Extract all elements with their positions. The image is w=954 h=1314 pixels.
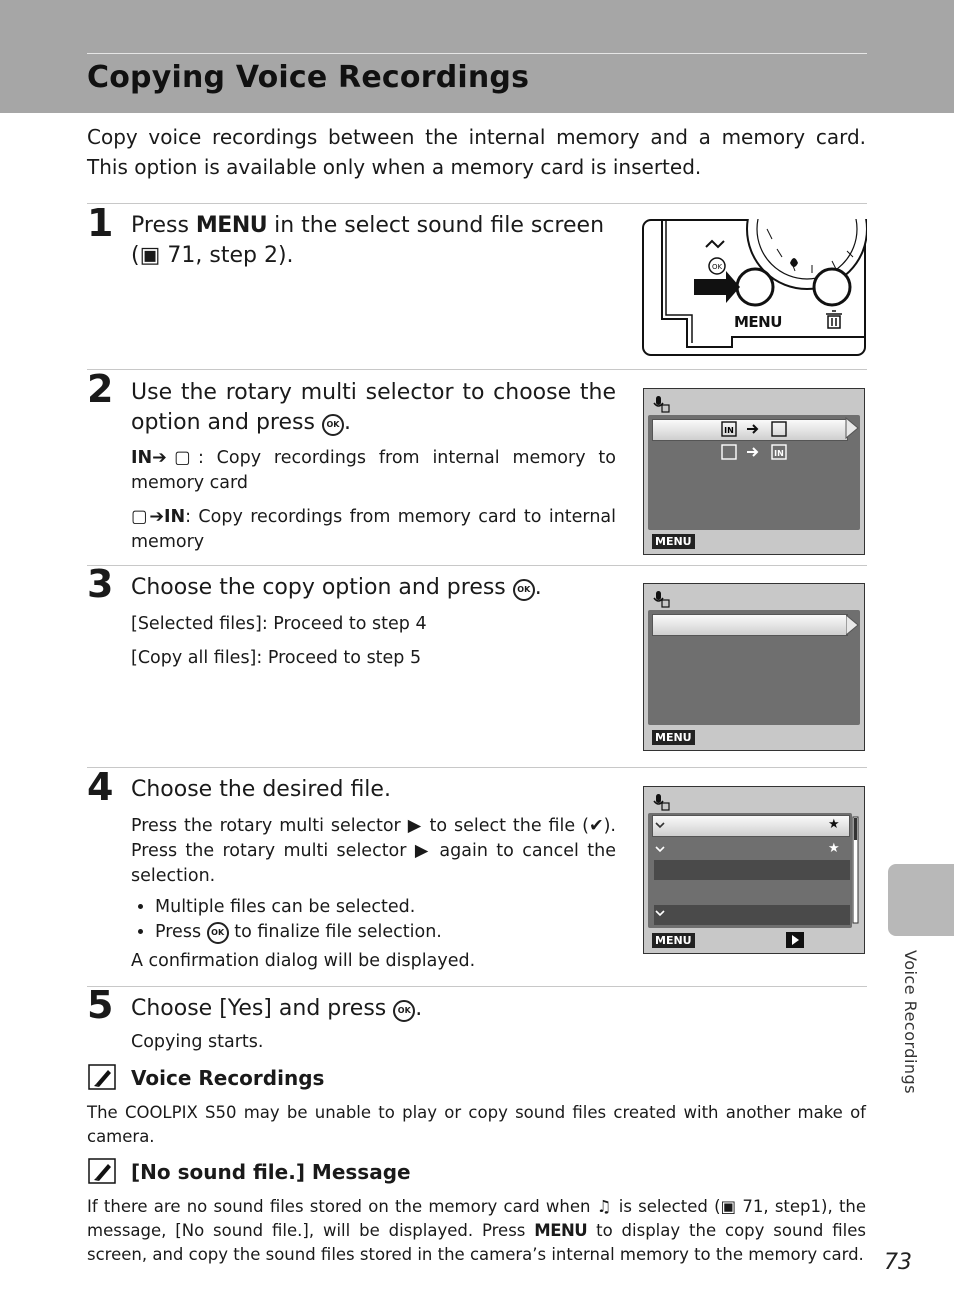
file-list-rows: [652, 813, 862, 928]
svg-text:OK: OK: [711, 263, 723, 271]
step-2-title: Use the rotary multi selector to choose the option and press OK .: [131, 380, 616, 435]
menu-button-glyph: MENU: [534, 1221, 588, 1240]
chapter-side-label: Voice Recordings: [901, 950, 920, 1095]
voice-recording-icon: [652, 793, 670, 811]
step-4-title: Choose the desired file.: [131, 777, 391, 802]
copy-all-files-line: [Copy all files]: Proceed to step 5: [131, 648, 422, 668]
copy-direction-options: [652, 417, 866, 467]
step-3-title: Choose the copy option and press OK .: [131, 575, 542, 600]
highlight-arrow-tip: [846, 614, 860, 636]
svg-text:★: ★: [828, 841, 840, 856]
note-pencil-icon: [88, 1064, 116, 1090]
confirmation-note: A confirmation dialog will be displayed.: [131, 951, 476, 971]
check-icon: ✔: [588, 816, 604, 836]
step-number: 4: [87, 765, 114, 809]
note-text-no-sound-file: If there are no sound files stored on the memory card when ♫ is selected (▣ 71, step1), the message, [No sound file.], will be displayed. Press MENU to display the copy sound files screen, and copy the sound files stored in the camera’s internal memory to the memory card.: [87, 1197, 867, 1264]
intro-paragraph: Copy voice recordings between the internal memory and a memory card. This option is available only when a memory card is inserted.: [87, 125, 866, 179]
voice-recording-icon: [652, 590, 670, 608]
step-number: 1: [87, 201, 114, 245]
menu-indicator: MENU: [652, 933, 695, 948]
step-1-title: Press MENU in the select sound file screen (▣ 71, step 2).: [131, 213, 605, 268]
arrow-right-icon: ▶: [414, 841, 432, 861]
camera-screen-copy-option: [643, 583, 865, 751]
divider: [87, 565, 867, 566]
page-number: 73: [884, 1250, 912, 1275]
ok-button-glyph: OK: [322, 414, 344, 436]
note-title-voice-recordings: Voice Recordings: [131, 1066, 325, 1090]
note-title-no-sound-file: [No sound file.] Message: [131, 1160, 411, 1184]
divider: [87, 369, 867, 370]
list-item: • Multiple files can be selected.: [155, 895, 616, 920]
book-reference-icon: ▣: [720, 1197, 737, 1216]
ok-button-glyph: OK: [207, 922, 229, 944]
play-arrow-icon: [786, 932, 804, 948]
step-3-body: [131, 612, 616, 671]
step-2-body: IN➔▢: Copy recordings from internal memory to memory card ▢➔IN: Copy recordings from memory card to internal memory: [131, 448, 616, 552]
camera-back-illustration: [642, 219, 867, 357]
svg-text:MENU: MENU: [734, 313, 782, 331]
step-5-body: Copying starts.: [131, 1032, 264, 1052]
camera-screen-file-list: [643, 786, 865, 954]
chapter-tab: [888, 864, 954, 936]
svg-text:IN: IN: [774, 449, 784, 458]
step-number: 5: [87, 983, 114, 1027]
step-5-title: Choose [Yes] and press OK .: [131, 996, 423, 1021]
svg-text:IN: IN: [724, 426, 734, 435]
menu-indicator: MENU: [652, 534, 695, 549]
camera-screen-copy-direction: [643, 388, 865, 555]
page-title: Copying Voice Recordings: [87, 60, 530, 95]
selected-option-highlight: [652, 614, 848, 636]
menu-button-glyph: MENU: [195, 213, 268, 238]
step-number: 3: [87, 562, 114, 606]
book-reference-icon: ▣: [139, 243, 161, 268]
note-text-voice-recordings: The COOLPIX S50 may be unable to play or copy sound files created with another make of camera.: [87, 1103, 866, 1146]
menu-indicator: MENU: [652, 730, 695, 745]
step-number: 2: [87, 367, 114, 411]
ok-button-glyph: OK: [393, 1000, 415, 1022]
voice-recording-icon: ♫: [596, 1197, 613, 1216]
internal-to-card-icon: IN➔▢: [131, 448, 198, 468]
arrow-right-icon: ▶: [407, 816, 423, 836]
divider: [87, 986, 867, 987]
header-rule: [87, 53, 867, 54]
ok-button-glyph: OK: [513, 579, 535, 601]
divider: [87, 203, 867, 204]
step-4-body: Press the rotary multi selector ▶ to select the file (✔). Press the rotary multi selector ▶ again to cancel the selection. • Multiple files can be selected. • Press OK to finalize file selection. A confirmation dialog will be displayed.: [131, 814, 616, 974]
note-pencil-icon: [88, 1158, 116, 1184]
list-item: • Press OK to finalize file selection.: [155, 920, 616, 945]
bullet-list: [131, 895, 616, 945]
voice-recording-icon: [652, 395, 670, 413]
page-header: [0, 0, 954, 113]
svg-text:★: ★: [828, 817, 840, 832]
selected-files-line: [Selected files]: Proceed to step 4: [131, 614, 427, 634]
divider: [87, 767, 867, 768]
card-to-internal-icon: ▢➔IN: [131, 507, 186, 527]
